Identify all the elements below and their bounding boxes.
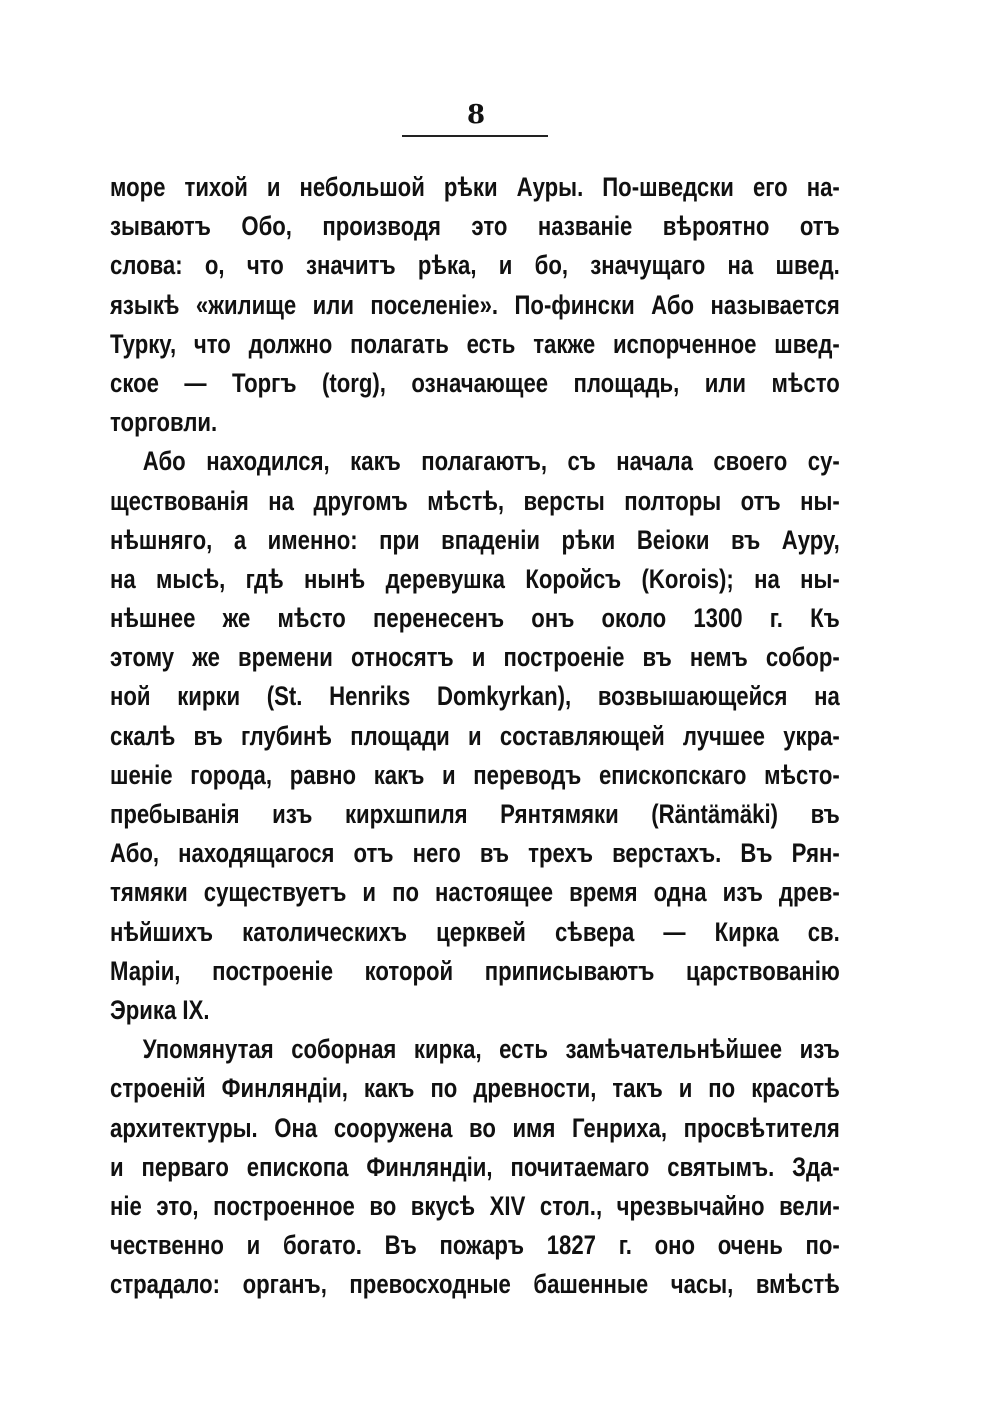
text-line: на мысѣ, гдѣ нынѣ деревушка Коройсъ (Korois); на ны- [110, 563, 840, 594]
text-line: зываютъ Обо, производя это названіе вѣроятно отъ [110, 211, 840, 242]
text-line: скалѣ въ глубинѣ площади и составляющей лучшее укра- [110, 720, 840, 751]
text-line: Маріи, построеніе которой приписываютъ царствованію [110, 955, 840, 986]
text-line: ной кирки (St. Henriks Domkyrkan), возвышающейся на [110, 681, 840, 712]
text-line: этому же времени относятъ и построеніе въ немъ собор- [110, 642, 840, 673]
text-line: ніе это, построенное во вкусѣ XIV стол., чрезвычайно вели- [110, 1190, 840, 1221]
text-line: нѣшнее же мѣсто перенесенъ онъ около 1300 г. Къ [110, 603, 840, 634]
text-line: ществованія на другомъ мѣстѣ, версты полторы отъ ны- [110, 485, 840, 516]
text-line: Эрика IX. [110, 994, 210, 1025]
text-line: нѣйшихъ католическихъ церквей сѣвера — Кирка св. [110, 916, 840, 947]
text-line: страдало: органъ, превосходные башенные часы, вмѣстѣ [110, 1269, 840, 1300]
text-line: Або находился, какъ полагаютъ, съ начала своего су- [142, 446, 840, 477]
text-line: ское — Торгъ (torg), означающее площадь, или мѣсто [110, 367, 840, 398]
text-line: шеніе города, равно какъ и переводъ епископскаго мѣсто- [110, 759, 840, 790]
text-line: Турку, что должно полагать есть также испорченное швед- [110, 328, 840, 359]
text-line: нѣшняго, а именно: при впаденіи рѣки Веіоки въ Ауру, [110, 524, 840, 555]
page-number: 8 [466, 100, 486, 130]
text-line: строеній Финляндіи, какъ по древности, такъ и по красотѣ [110, 1073, 840, 1104]
text-line: торговли. [110, 407, 218, 438]
text-line: Або, находящагося отъ него въ трехъ верстахъ. Въ Рян- [110, 838, 840, 869]
text-line: чественно и богато. Въ пожаръ 1827 г. оно очень по- [110, 1230, 840, 1261]
text-line: тямяки существуетъ и по настоящее время одна изъ древ- [110, 877, 840, 908]
text-line: слова: о, что значитъ рѣка, и бо, значущаго на швед. [110, 250, 840, 281]
text-line: море тихой и небольшой рѣки Ауры. По-шведски его на- [110, 172, 840, 202]
text-line: и перваго епископа Финляндіи, почитаемаго святымъ. Зда- [110, 1151, 840, 1182]
text-line: языкѣ «жилище или поселеніе». По-фински Або называется [110, 289, 840, 320]
text-line: архитектуры. Она сооружена во имя Генриха, просвѣтителя [110, 1112, 840, 1143]
body-text [110, 168, 840, 1304]
text-line: пребыванія изъ кирхшпиля Рянтямяки (Räntämäki) въ [110, 799, 840, 829]
text-line: Упомянутая соборная кирка, есть замѣчательнѣйшее изъ [142, 1034, 840, 1065]
header-rule [402, 135, 548, 137]
